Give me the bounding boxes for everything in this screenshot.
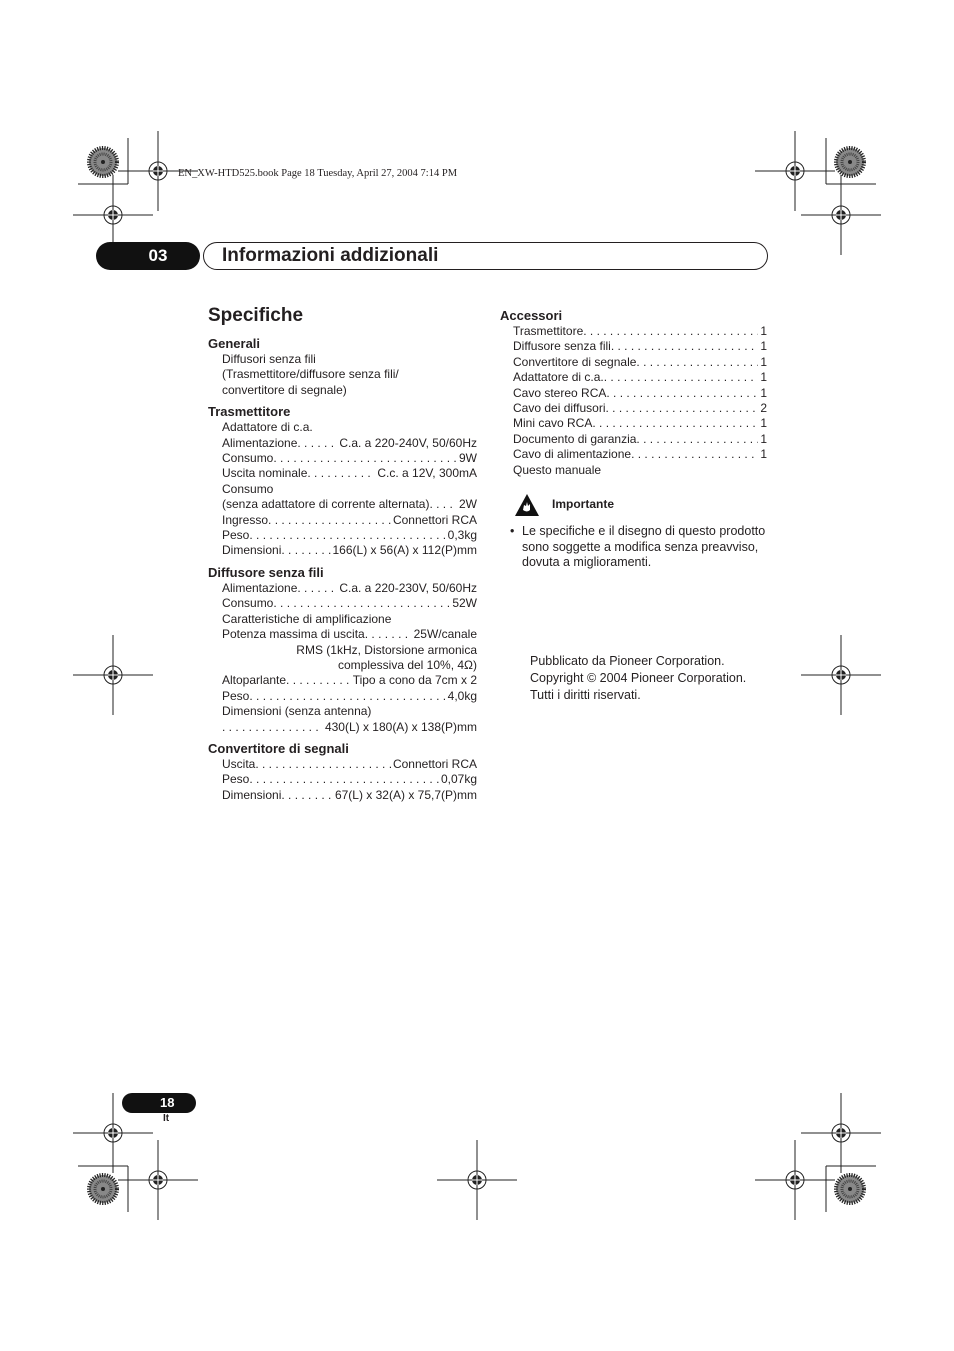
accessory-label: Documento di garanzia — [513, 431, 637, 446]
accessory-qty: 2 — [760, 401, 767, 416]
page-number-badge — [122, 1093, 196, 1113]
page-number: 18 — [160, 1095, 175, 1110]
spec-label: Peso — [222, 528, 250, 543]
section-title: Specifiche — [208, 305, 304, 326]
spec-row — [222, 757, 477, 772]
spec-value: 430(L) x 180(A) x 138(P)mm — [324, 719, 477, 734]
accessory-qty: 1 — [760, 354, 767, 369]
spec-row — [222, 436, 477, 451]
accessory-row — [513, 370, 767, 385]
bullet-glyph: • — [510, 524, 515, 538]
spec-label: Peso — [222, 688, 250, 703]
spec-label: Alimentazione — [222, 435, 298, 450]
spec-label: Consumo — [222, 596, 274, 611]
trasmettitore-heading: Trasmettitore — [208, 404, 291, 420]
diffusore-group — [208, 565, 477, 735]
spec-label: Uscita nominale — [222, 466, 308, 481]
spec-value: Connettori RCA — [392, 512, 477, 527]
spec-row — [222, 788, 477, 803]
important-label: Importante — [552, 497, 615, 511]
generali-line: Diffusori senza fili — [222, 352, 316, 366]
spec-value: 0,3kg — [447, 528, 477, 543]
page-language: It — [163, 1113, 170, 1124]
spec-row — [222, 720, 477, 735]
convertitore-heading: Convertitore di segnali — [208, 740, 349, 756]
spec-value: 67(L) x 32(A) x 75,7(P)mm — [334, 787, 477, 802]
spec-value-continued: complessiva del 10%, 4Ω) — [337, 657, 477, 672]
rights-line: Tutti i diritti riservati. — [530, 688, 641, 702]
spec-row — [222, 689, 477, 704]
accessory-row — [513, 416, 767, 431]
spec-row — [222, 673, 477, 688]
generali-group — [208, 336, 477, 398]
spec-row — [222, 627, 477, 642]
spec-value: Connettori RCA — [392, 756, 477, 771]
warning-icon — [514, 493, 540, 517]
spec-label: Dimensioni — [222, 543, 282, 558]
accessory-row — [513, 401, 767, 416]
spec-label: Ingresso — [222, 512, 269, 527]
accessori-group — [500, 308, 767, 478]
spec-label: Potenza massima di uscita — [222, 627, 365, 642]
accessory-row — [513, 447, 767, 462]
accessory-qty: 1 — [760, 339, 767, 354]
spec-value: Tipo a cono da 7cm x 2 — [352, 673, 477, 688]
spec-value: 0,07kg — [440, 772, 477, 787]
specs-left-column — [208, 336, 477, 809]
spec-row — [222, 466, 477, 481]
publisher-notice — [530, 653, 746, 704]
spec-label: Alimentazione — [222, 580, 298, 595]
accessory-label: Convertitore di segnale — [513, 354, 637, 369]
spec-subheading: Adattatore di c.a. — [222, 420, 313, 435]
spec-value: 25W/canale — [413, 627, 477, 642]
accessory-row — [513, 432, 767, 447]
spec-value: 166(L) x 56(A) x 112(P)mm — [332, 543, 477, 558]
spec-label: Dimensioni (senza antenna) — [222, 704, 372, 719]
spec-label: Consumo — [222, 451, 274, 466]
accessory-label: Adattatore di c.a. — [513, 370, 604, 385]
spec-label: (senza adattatore di corrente alternata) — [222, 497, 430, 512]
copyright-line: Copyright © 2004 Pioneer Corporation. — [530, 671, 747, 685]
spec-subheading: Caratteristiche di amplificazione — [222, 611, 392, 626]
spec-row — [222, 451, 477, 466]
accessory-qty: 1 — [760, 431, 767, 446]
spec-row — [222, 581, 477, 596]
spec-label: Dimensioni — [222, 787, 282, 802]
print-header: EN_XW-HTD525.book Page 18 Tuesday, April 27, 2004 7:14 PM — [178, 168, 458, 179]
accessory-label: Cavo dei diffusori — [513, 401, 606, 416]
spec-label: Altoparlante — [222, 673, 287, 688]
important-note — [510, 524, 772, 571]
generali-line: (Trasmettitore/diffusore senza fili/ — [222, 367, 399, 382]
spec-value: C.c. a 12V, 300mA — [377, 466, 477, 481]
spec-value: 2W — [459, 497, 477, 512]
spec-value: 4,0kg — [447, 688, 477, 703]
accessory-label: Questo manuale — [513, 462, 602, 477]
spec-label: Uscita — [222, 756, 256, 771]
generali-heading: Generali — [208, 336, 261, 351]
spec-label: Consumo — [222, 481, 274, 496]
accessory-row — [513, 355, 767, 370]
accessory-qty: 1 — [760, 324, 767, 338]
accessory-row — [513, 324, 767, 339]
accessory-qty: 1 — [760, 447, 767, 462]
accessory-row — [513, 386, 767, 401]
publisher-line: Pubblicato da Pioneer Corporation. — [530, 654, 725, 668]
spec-value: C.a. a 220-230V, 50/60Hz — [339, 580, 477, 595]
accessory-label: Cavo di alimentazione — [513, 447, 632, 462]
accessory-label: Cavo stereo RCA — [513, 385, 607, 400]
accessory-qty: 1 — [760, 385, 767, 400]
spec-row — [222, 596, 477, 611]
spec-row — [222, 528, 477, 543]
important-text: Le specifiche e il disegno di questo prodotto sono soggette a modifica senza preavviso, dovuta a miglioramenti. — [522, 524, 766, 570]
convertitore-group — [208, 741, 477, 803]
accessory-label: Trasmettitore — [513, 324, 584, 338]
accessori-heading: Accessori — [500, 308, 563, 323]
chapter-title: Informazioni addizionali — [222, 245, 439, 266]
generali-line: convertitore di segnale) — [222, 382, 347, 397]
chapter-number: 03 — [96, 242, 200, 270]
accessory-row — [513, 339, 767, 354]
spec-row — [222, 772, 477, 787]
spec-row — [222, 497, 477, 512]
accessory-qty: 1 — [760, 370, 767, 385]
spec-row — [222, 543, 477, 558]
spec-value: C.a. a 220-240V, 50/60Hz — [339, 435, 477, 450]
diffusore-heading: Diffusore senza fili — [208, 564, 324, 580]
spec-value: 52W — [452, 596, 477, 611]
spec-label: Peso — [222, 772, 250, 787]
accessory-label: Mini cavo RCA — [513, 416, 593, 431]
accessory-label: Diffusore senza fili — [513, 339, 611, 354]
spec-value: 9W — [459, 451, 477, 466]
spec-row — [222, 513, 477, 528]
spec-value-continued: RMS (1kHz, Distorsione armonica — [296, 642, 477, 657]
accessory-qty: 1 — [760, 416, 767, 431]
trasmettitore-group — [208, 404, 477, 559]
